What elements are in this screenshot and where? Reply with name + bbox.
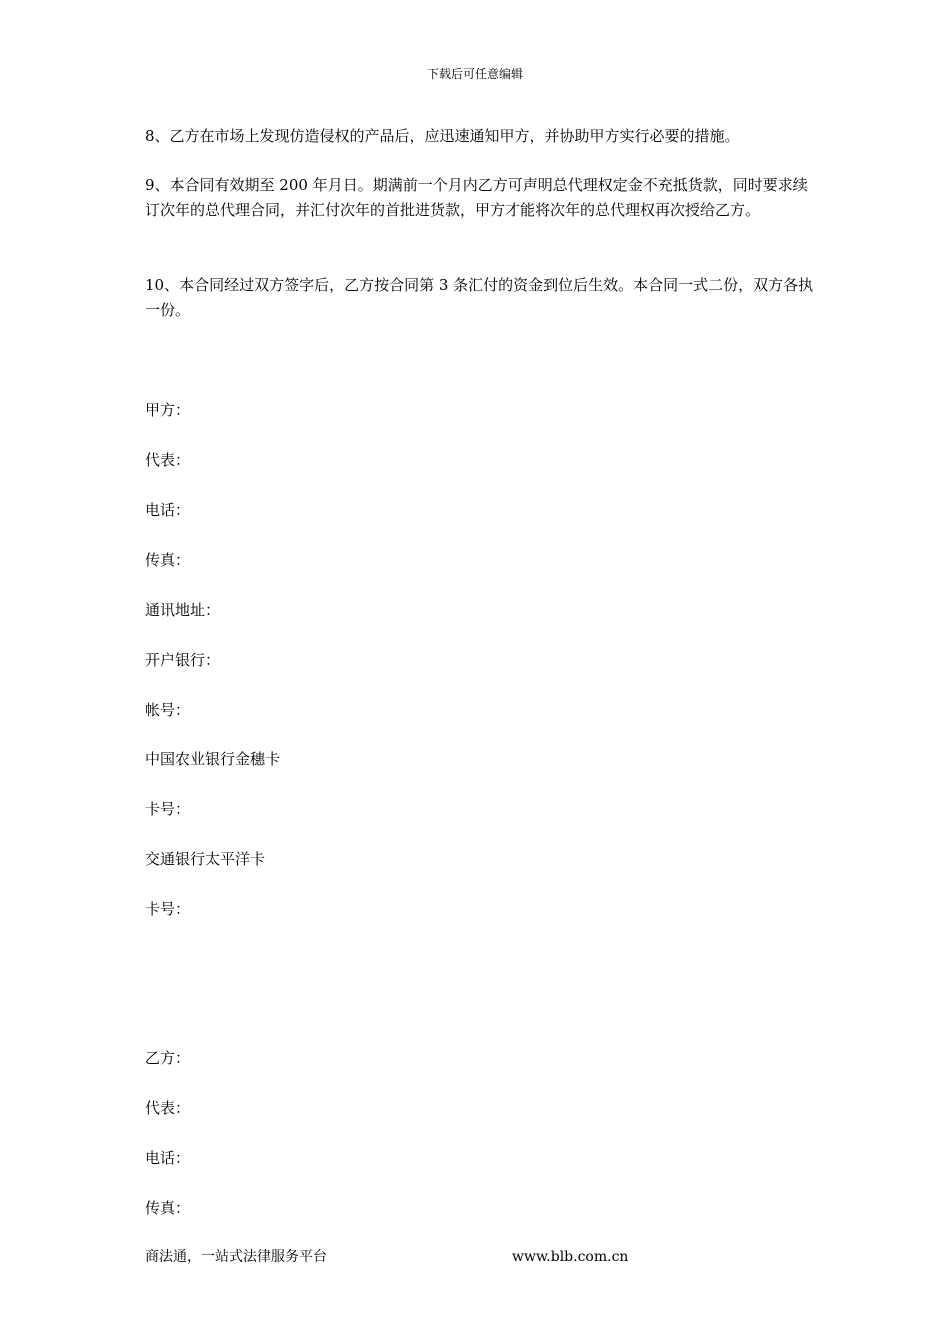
party-b-label: 乙方： <box>145 1049 191 1067</box>
party-a-account: 帐号： <box>145 701 191 719</box>
party-a-representative: 代表： <box>145 451 191 469</box>
party-a-card-number-2: 卡号： <box>145 900 191 918</box>
party-a-phone: 电话： <box>145 501 191 519</box>
footer-website: www.blb.com.cn <box>512 1249 629 1265</box>
party-a-label: 甲方： <box>145 401 191 419</box>
party-b-phone: 电话： <box>145 1149 191 1167</box>
page-header: 下载后可任意编辑 <box>426 67 523 81</box>
clause-9: 9、本合同有效期至 200 年月日。期满前一个月内乙方可声明总代理权定金不充抵货款，同时要求续订次年的总代理合同，并汇付次年的首批进货款，甲方才能将次年的总代理权再次授给乙方。 <box>145 176 808 219</box>
clause-8: 8、乙方在市场上发现仿造侵权的产品后，应迅速通知甲方，并协助甲方实行必要的措施。 <box>145 127 740 145</box>
party-b-representative: 代表： <box>145 1099 191 1117</box>
party-a-address: 通讯地址： <box>145 601 221 619</box>
party-a-bocom-card: 交通银行太平洋卡 <box>145 850 266 868</box>
party-a-abc-card: 中国农业银行金穗卡 <box>145 750 281 768</box>
footer-platform-name: 商法通，一站式法律服务平台 <box>145 1249 327 1265</box>
party-a-bank: 开户银行： <box>145 651 221 669</box>
party-a-fax: 传真： <box>145 551 191 569</box>
clause-10: 10、本合同经过双方签字后，乙方按合同第 3 条汇付的资金到位后生效。本合同一式二份，双方各执一份。 <box>145 276 814 319</box>
party-b-fax: 传真： <box>145 1199 191 1217</box>
party-a-card-number-1: 卡号： <box>145 800 191 818</box>
